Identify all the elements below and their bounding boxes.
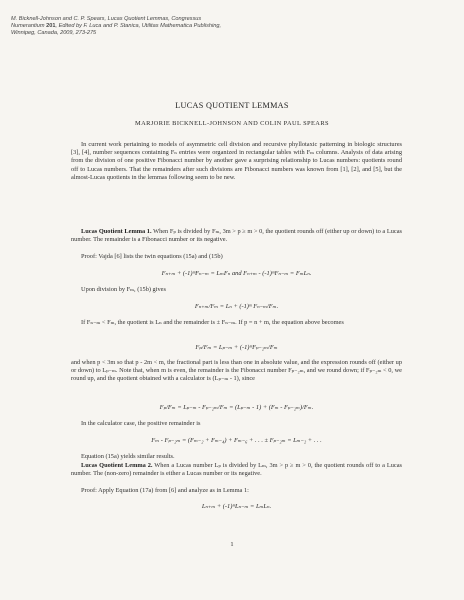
equation-15: Fₙ₊ₘ + (-1)ᵐFₙ₋ₘ = LₘFₙ and Fₙ₊ₘ - (-1)ᵐFₙ₋ₘ = FₘLₙ. — [161, 270, 312, 277]
citation-volume: 201 — [46, 23, 56, 30]
lemma-2-label: Lucas Quotient Lemma 2. — [81, 462, 153, 469]
paper-title: LUCAS QUOTIENT LEMMAS — [175, 101, 289, 110]
intro-paragraph: In current work pertaining to models of asymmetric cell division and recursive phyllotaxic patterning in biologic structures [3], [4], number sequences containing Fₙ entries were organized in rectangular tables with Fₘ columns. Analysis of data arising from the division of one positive Fibonacci number by another gave a surprising relationship to Lucas numbers: quotients round off to Lucas numbers. That the remainders after such divisions are Fibonacci numbers was known from [1], [2], and [5], but the almost-Lucas quotients in the lemmas following seem to be new. — [71, 141, 402, 181]
citation-header — [11, 16, 311, 38]
citation-line-1: M. Bicknell-Johnson and C. P. Spears, Lucas Quotient Lemmas, Congressus — [11, 16, 202, 22]
equation-quotient: Fₙ₊ₘ/Fₘ = Lₙ + (-1)ᵐ Fₙ₋ₘ/Fₘ. — [194, 303, 279, 310]
similar-results-sentence: Equation (15a) yields similar results. — [81, 453, 175, 460]
citation-line-2-post: , Edited by F. Luca and P. Stanica, Utilitas Mathematica Publishing, — [55, 23, 222, 30]
division-sentence: Upon division by Fₘ, (15b) gives — [81, 286, 166, 293]
paper-authors: MARJORIE BICKNELL-JOHNSON AND COLIN PAUL SPEARS — [135, 120, 329, 127]
lemma-1-text: When Fₚ is divided by Fₘ, 3m > p ≥ m > 0, the quotient rounds off (either up or down) to a Lucas number. The remainder is a Fibonacci number or its negative. — [71, 228, 402, 244]
rounding-paragraph: and when p < 3m so that p - 2m < m, the fractional part is less than one in absolute value, and the expression rounds off (either up or down) to Lₚ₋ₘ. Note that, when m is even, the remainder is the Fibonacci number Fₚ₋₂ₘ, and we round down; if Fₚ₋₂ₘ < 0, we round up, and the quotient obtained with a calculator is (Lₚ₋ₘ - 1), since — [71, 359, 402, 383]
calculator-sentence: In the calculator case, the positive remainder is — [81, 420, 201, 427]
proof-2-intro: Proof: Apply Equation (17a) from [6] and analyze as in Lemma 1: — [81, 487, 249, 494]
proof-1-intro: Proof: Vajda [6] lists the twin equations (15a) and (15b) — [81, 253, 223, 260]
if-paragraph: If Fₙ₋ₘ < Fₘ, the quotient is Lₙ and the remainder is ± Fₙ₋ₘ. If p = n + m, the equation above becomes — [81, 319, 344, 326]
lemma-1-paragraph — [71, 228, 402, 244]
equation-remainder: Fₘ - Fₚ₋₂ₘ = (Fₘ₋₂ + Fₘ₋₄) + Fₘ₋₆ + . . . ± Fₚ₋₂ₘ = Lₘ₋₂ + . . . — [151, 437, 322, 444]
equation-calculator: Fₚ/Fₘ = Lₚ₋ₘ - Fₚ₋₂ₘ/Fₘ = (Lₚ₋ₘ - 1) + (Fₘ - Fₚ₋₂ₘ)/Fₘ. — [159, 404, 314, 411]
citation-line-2 — [11, 23, 311, 30]
lemma-1-label: Lucas Quotient Lemma 1. — [81, 228, 152, 235]
page-number: 1 — [230, 541, 234, 548]
equation-17a: Lₙ₊ₘ + (-1)ᵐLₙ₋ₘ = LₘLₙ. — [201, 503, 272, 510]
citation-line-3: Winnipeg, Canada, 2009, 273-275 — [11, 30, 97, 37]
lemma-2-paragraph — [71, 462, 402, 478]
citation-line-2-pre: Numerantium — [11, 23, 47, 30]
lemma-2-text: When a Lucas number Lₚ is divided by Lₘ, 3m > p ≥ m > 0, the quotient rounds off to a Lucas number. The (non-zero) remainder is either a Lucas number or its negative. — [71, 462, 402, 478]
equation-p: Fₚ/Fₘ = Lₚ₋ₘ + (-1)ᵐFₚ₋₂ₘ/Fₘ — [195, 344, 278, 351]
